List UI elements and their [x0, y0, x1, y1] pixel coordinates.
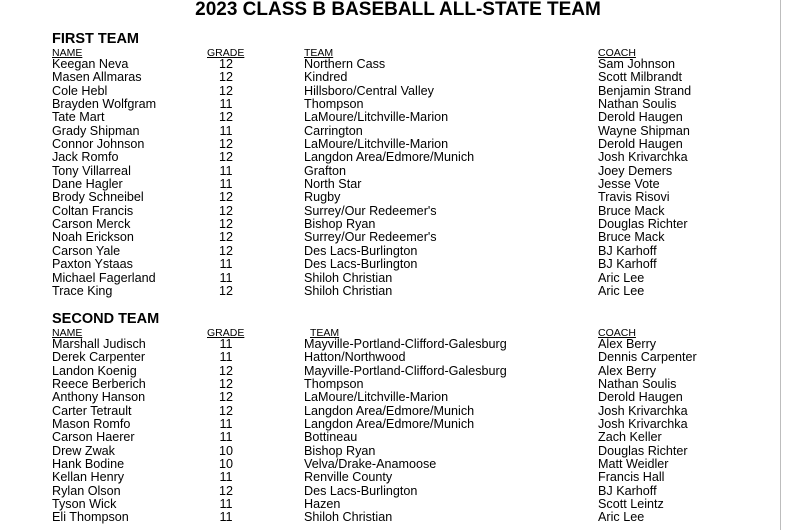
player-team: Langdon Area/Edmore/Munich [304, 417, 475, 432]
player-grade: 11 [219, 470, 233, 485]
player-name: Paxton Ystaas [52, 257, 133, 272]
player-grade: 11 [219, 257, 233, 272]
player-team: Shiloh Christian [304, 283, 393, 298]
player-name: Grady Shipman [52, 123, 140, 138]
player-grade: 12 [218, 70, 233, 85]
player-name: Carson Yale [52, 243, 121, 258]
player-coach: Alex Berry [598, 337, 657, 351]
player-row [0, 231, 780, 244]
player-row [0, 205, 780, 218]
player-name: Derek Carpenter [52, 350, 146, 365]
player-row [0, 285, 780, 298]
player-grade: 11 [219, 337, 233, 351]
player-name: Keegan Neva [52, 57, 129, 71]
player-coach: Sam Johnson [598, 57, 676, 71]
second-team-heading: SECOND TEAM [52, 311, 160, 327]
player-row [0, 445, 780, 458]
player-team: Thompson [304, 97, 364, 112]
player-row [0, 218, 780, 231]
player-row [0, 471, 780, 484]
player-coach: Derold Haugen [598, 390, 683, 405]
player-coach: Zach Keller [598, 430, 662, 445]
player-grade: 11 [219, 163, 233, 178]
player-coach: Douglas Richter [598, 443, 688, 458]
player-team: Langdon Area/Edmore/Munich [304, 403, 475, 418]
player-name: Masen Allmaras [52, 70, 142, 85]
player-coach: Derold Haugen [598, 110, 683, 125]
player-name: Dane Hagler [52, 177, 123, 192]
player-name: Brody Schneibel [52, 190, 144, 205]
name-column-header: NAME [52, 47, 83, 59]
player-row [0, 511, 780, 524]
player-grade: 10 [218, 443, 233, 458]
player-name: Michael Fagerland [52, 270, 156, 285]
player-team: Shiloh Christian [304, 510, 393, 525]
player-row [0, 178, 780, 191]
player-row [0, 191, 780, 204]
player-grade: 12 [218, 390, 233, 405]
player-coach: Joey Demers [598, 163, 673, 178]
player-coach: Alex Berry [598, 363, 657, 378]
player-row [0, 405, 780, 418]
player-name: Carson Merck [52, 217, 131, 232]
player-row [0, 111, 780, 124]
player-team: LaMoure/Litchville-Marion [304, 390, 449, 405]
player-name: Kellan Henry [52, 470, 125, 485]
player-coach: Aric Lee [598, 283, 645, 298]
player-coach: Scott Milbrandt [598, 70, 682, 85]
player-team: Bottineau [304, 430, 358, 445]
player-grade: 11 [219, 497, 233, 512]
name-column-header: NAME [52, 327, 83, 339]
player-row [0, 391, 780, 404]
player-name: Tyson Wick [52, 497, 117, 512]
player-grade: 12 [218, 110, 233, 125]
player-coach: Bruce Mack [598, 203, 665, 218]
player-row [0, 431, 780, 444]
player-row [0, 138, 780, 151]
player-grade: 12 [218, 190, 233, 205]
player-name: Tony Villarreal [52, 163, 131, 178]
player-grade: 11 [219, 430, 233, 445]
page-edge-divider [780, 0, 781, 530]
player-row [0, 125, 780, 138]
player-coach: Scott Leintz [598, 497, 664, 512]
player-team: Langdon Area/Edmore/Munich [304, 150, 475, 165]
player-row [0, 378, 780, 391]
player-name: Jack Romfo [52, 150, 119, 165]
player-grade: 12 [218, 377, 233, 392]
player-coach: Jesse Vote [598, 177, 660, 192]
player-coach: Josh Krivarchka [598, 417, 688, 432]
player-name: Coltan Francis [52, 203, 134, 218]
player-team: LaMoure/Litchville-Marion [304, 137, 449, 152]
player-grade: 12 [218, 483, 233, 498]
player-grade: 12 [218, 243, 233, 258]
player-grade: 12 [218, 283, 233, 298]
coach-column-header: COACH [598, 327, 636, 339]
player-coach: Josh Krivarchka [598, 403, 688, 418]
player-team: Surrey/Our Redeemer's [304, 203, 437, 218]
player-grade: 12 [218, 203, 233, 218]
player-team: LaMoure/Litchville-Marion [304, 110, 449, 125]
player-row [0, 365, 780, 378]
player-coach: Douglas Richter [598, 217, 688, 232]
player-row [0, 258, 780, 271]
player-name: Drew Zwak [52, 443, 115, 458]
player-name: Reece Berberich [52, 377, 146, 392]
player-grade: 12 [218, 403, 233, 418]
player-row [0, 98, 780, 111]
player-name: Mason Romfo [52, 417, 131, 432]
player-team: Grafton [304, 163, 346, 178]
player-row [0, 338, 780, 351]
player-grade: 11 [219, 97, 233, 112]
player-coach: BJ Karhoff [598, 257, 657, 272]
team-column-header: TEAM [304, 47, 334, 59]
player-grade: 12 [218, 363, 233, 378]
player-row [0, 272, 780, 285]
player-name: Carson Haerer [52, 430, 135, 445]
player-name: Eli Thompson [52, 510, 129, 525]
player-name: Landon Koenig [52, 363, 137, 378]
document-title: 2023 CLASS B BASEBALL ALL-STATE TEAM [195, 0, 601, 20]
player-coach: Benjamin Strand [598, 83, 692, 98]
player-team: Shiloh Christian [304, 270, 393, 285]
player-grade: 12 [218, 230, 233, 245]
first-team-heading: FIRST TEAM [52, 31, 139, 47]
player-name: Anthony Hanson [52, 390, 146, 405]
player-team: Velva/Drake-Anamoose [304, 457, 437, 472]
grade-column-header: GRADE [207, 327, 245, 339]
player-team: Mayville-Portland-Clifford-Galesburg [304, 363, 507, 378]
player-name: Tate Mart [52, 110, 105, 125]
player-row [0, 58, 780, 71]
player-grade: 12 [218, 57, 233, 71]
player-name: Trace King [52, 283, 113, 298]
player-row [0, 458, 780, 471]
player-coach: Dennis Carpenter [598, 350, 697, 365]
player-coach: Nathan Soulis [598, 97, 677, 112]
player-row [0, 85, 780, 98]
player-grade: 10 [218, 457, 233, 472]
player-team: Bishop Ryan [304, 217, 376, 232]
player-name: Cole Hebl [52, 83, 108, 98]
player-team: Surrey/Our Redeemer's [304, 230, 437, 245]
player-row [0, 485, 780, 498]
player-coach: Aric Lee [598, 510, 645, 525]
player-row [0, 71, 780, 84]
player-coach: BJ Karhoff [598, 243, 657, 258]
player-coach: Wayne Shipman [598, 123, 690, 138]
player-coach: Nathan Soulis [598, 377, 677, 392]
player-team: Hillsboro/Central Valley [304, 83, 434, 98]
player-coach: Josh Krivarchka [598, 150, 688, 165]
player-grade: 12 [218, 150, 233, 165]
player-name: Connor Johnson [52, 137, 145, 152]
player-team: Renville County [304, 470, 393, 485]
player-name: Rylan Olson [52, 483, 121, 498]
player-row [0, 418, 780, 431]
player-team: Rugby [304, 190, 341, 205]
player-grade: 12 [218, 83, 233, 98]
player-row [0, 151, 780, 164]
player-team: Hatton/Northwood [304, 350, 406, 365]
second-team-rows [0, 338, 780, 525]
player-name: Brayden Wolfgram [52, 97, 157, 112]
player-team: Des Lacs-Burlington [304, 243, 418, 258]
player-coach: Aric Lee [598, 270, 645, 285]
player-team: Thompson [304, 377, 364, 392]
player-coach: Francis Hall [598, 470, 665, 485]
player-grade: 12 [218, 137, 233, 152]
player-grade: 11 [219, 177, 233, 192]
player-row [0, 165, 780, 178]
player-grade: 12 [218, 217, 233, 232]
player-team: Bishop Ryan [304, 443, 376, 458]
player-row [0, 245, 780, 258]
player-team: North Star [304, 177, 362, 192]
player-coach: Travis Risovi [598, 190, 670, 205]
player-row [0, 351, 780, 364]
coach-column-header: COACH [598, 47, 636, 59]
player-coach: Matt Weidler [598, 457, 669, 472]
player-name: Carter Tetrault [52, 403, 132, 418]
player-grade: 11 [219, 350, 233, 365]
grade-column-header: GRADE [207, 47, 245, 59]
player-team: Kindred [304, 70, 348, 85]
player-team: Northern Cass [304, 57, 386, 71]
player-grade: 11 [219, 123, 233, 138]
player-team: Des Lacs-Burlington [304, 257, 418, 272]
player-coach: BJ Karhoff [598, 483, 657, 498]
player-coach: Bruce Mack [598, 230, 665, 245]
first-team-rows [0, 58, 780, 298]
player-grade: 11 [219, 510, 233, 525]
player-name: Hank Bodine [52, 457, 125, 472]
player-name: Noah Erickson [52, 230, 134, 245]
player-team: Hazen [304, 497, 341, 512]
player-grade: 11 [219, 417, 233, 432]
player-name: Marshall Judisch [52, 337, 146, 351]
team-column-header: TEAM [310, 327, 340, 339]
player-coach: Derold Haugen [598, 137, 683, 152]
player-grade: 11 [219, 270, 233, 285]
player-team: Des Lacs-Burlington [304, 483, 418, 498]
player-team: Mayville-Portland-Clifford-Galesburg [304, 337, 507, 351]
player-row [0, 498, 780, 511]
player-team: Carrington [304, 123, 363, 138]
